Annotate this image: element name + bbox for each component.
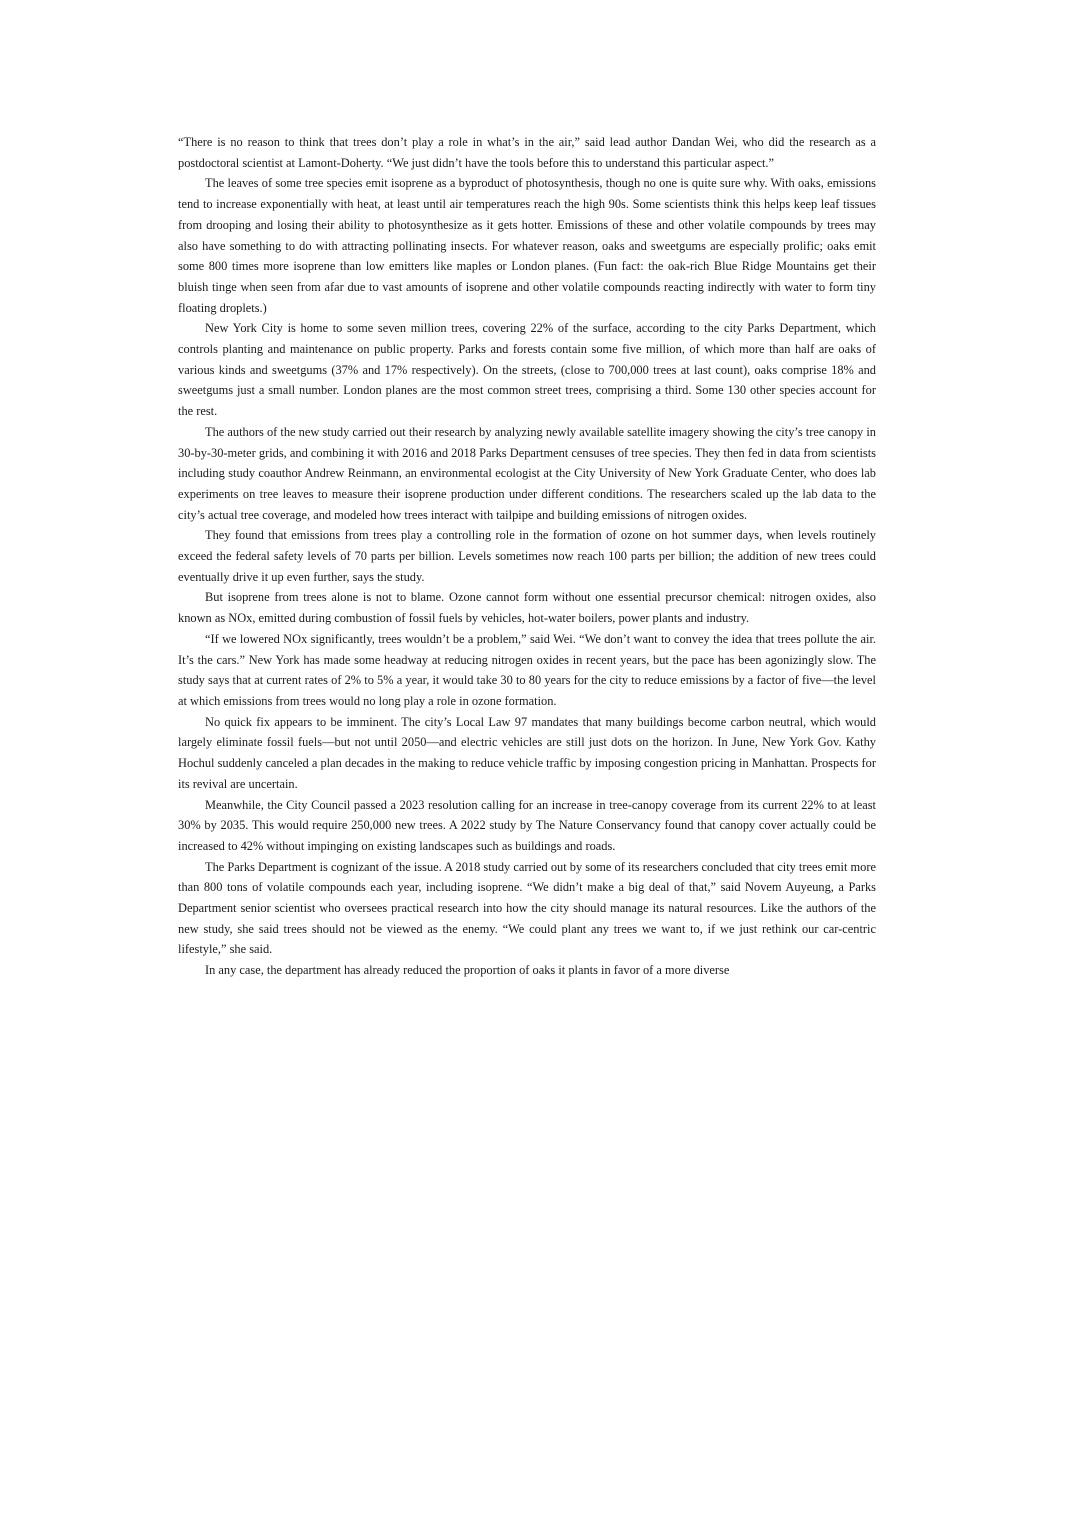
paragraph-4: The authors of the new study carried out their research by analyzing newly available satellite imagery showing the city’s tree canopy in 30-by-30-meter grids, and combining it with 2016 and 2018 Parks Department censuses of tree species. They then fed in data from scientists including study coauthor Andrew Reinmann, an environmental ecologist at the City University of New York Graduate Center, who does lab experiments on tree leaves to measure their isoprene production under different conditions. The researchers scaled up the lab data to the city’s actual tree coverage, and modeled how trees interact with tailpipe and building emissions of nitrogen oxides. (178, 424, 876, 522)
paragraph-11: In any case, the department has already reduced the proportion of oaks it plants in favor of a more diverse (205, 963, 730, 978)
article-body (178, 132, 876, 981)
paragraph-8: No quick fix appears to be imminent. The city’s Local Law 97 mandates that many buildings become carbon neutral, which would largely eliminate fossil fuels—but not until 2050—and electric vehicles are still just dots on the horizon. In June, New York Gov. Kathy Hochul suddenly canceled a plan decades in the making to reduce vehicle traffic by imposing congestion pricing in Manhattan. Prospects for its revival are uncertain. (178, 714, 876, 791)
paragraph-7: “If we lowered NOx significantly, trees wouldn’t be a problem,” said Wei. “We don’t want to convey the idea that trees pollute the air. It’s the cars.” New York has made some headway at reducing nitrogen oxides in recent years, but the pace has been agonizingly slow. The study says that at current rates of 2% to 5% a year, it would take 30 to 80 years for the city to reduce emissions by a factor of five—the level at which emissions from trees would no long play a role in ozone formation. (178, 631, 876, 708)
paragraph-1: “There is no reason to think that trees don’t play a role in what’s in the air,” said lead author Dandan Wei, who did the research as a postdoctoral scientist at Lamont-Doherty. “We just didn’t have the tools before this to understand this particular aspect.” (178, 135, 876, 170)
paragraph-6: But isoprene from trees alone is not to blame. Ozone cannot form without one essential precursor chemical: nitrogen oxides, also known as NOx, emitted during combustion of fossil fuels by vehicles, hot-water boilers, power plants and industry. (178, 590, 876, 626)
paragraph-9: Meanwhile, the City Council passed a 2023 resolution calling for an increase in tree-canopy coverage from its current 22% to at least 30% by 2035. This would require 250,000 new trees. A 2022 study by The Nature Conservancy found that canopy cover actually could be increased to 42% without impinging on existing landscapes such as buildings and roads. (178, 797, 876, 853)
paragraph-3: New York City is home to some seven million trees, covering 22% of the surface, according to the city Parks Department, which controls planting and maintenance on public property. Parks and forests contain some five million, of which more than half are oaks of various kinds and sweetgums (37% and 17% respectively). On the streets, (close to 700,000 trees at last count), oaks comprise 18% and sweetgums just a small number. London planes are the most common street trees, comprising a third. Some 130 other species account for the rest. (178, 321, 876, 419)
paragraph-2: The leaves of some tree species emit isoprene as a byproduct of photosynthesis, though no one is quite sure why. With oaks, emissions tend to increase exponentially with heat, at least until air temperatures reach the high 90s. Some scientists think this helps keep leaf tissues from drooping and losing their ability to photosynthesize as it gets hotter. Emissions of these and other volatile compounds by trees may also have something to do with attracting pollinating insects. For whatever reason, oaks and sweetgums are especially prolific; oaks emit some 800 times more isoprene than low emitters like maples or London planes. (Fun fact: the oak-rich Blue Ridge Mountains get their bluish tinge when seen from afar due to vast amounts of isoprene and other volatile compounds reacting indirectly with water to form tiny floating droplets.) (178, 176, 876, 315)
paragraph-5: They found that emissions from trees play a controlling role in the formation of ozone on hot summer days, when levels routinely exceed the federal safety levels of 70 parts per billion. Levels sometimes now reach 100 parts per billion; the addition of new trees could eventually drive it up even further, says the study. (178, 528, 876, 584)
paragraph-10: The Parks Department is cognizant of the issue. A 2018 study carried out by some of its researchers concluded that city trees emit more than 800 tons of volatile compounds each year, including isoprene. “We didn’t make a big deal of that,” said Novem Auyeung, a Parks Department senior scientist who oversees practical research into how the city should manage its natural resources. Like the authors of the new study, she said trees should not be viewed as the enemy. “We could plant any trees we want to, if we just rethink our car-centric lifestyle,” she said. (178, 859, 876, 957)
